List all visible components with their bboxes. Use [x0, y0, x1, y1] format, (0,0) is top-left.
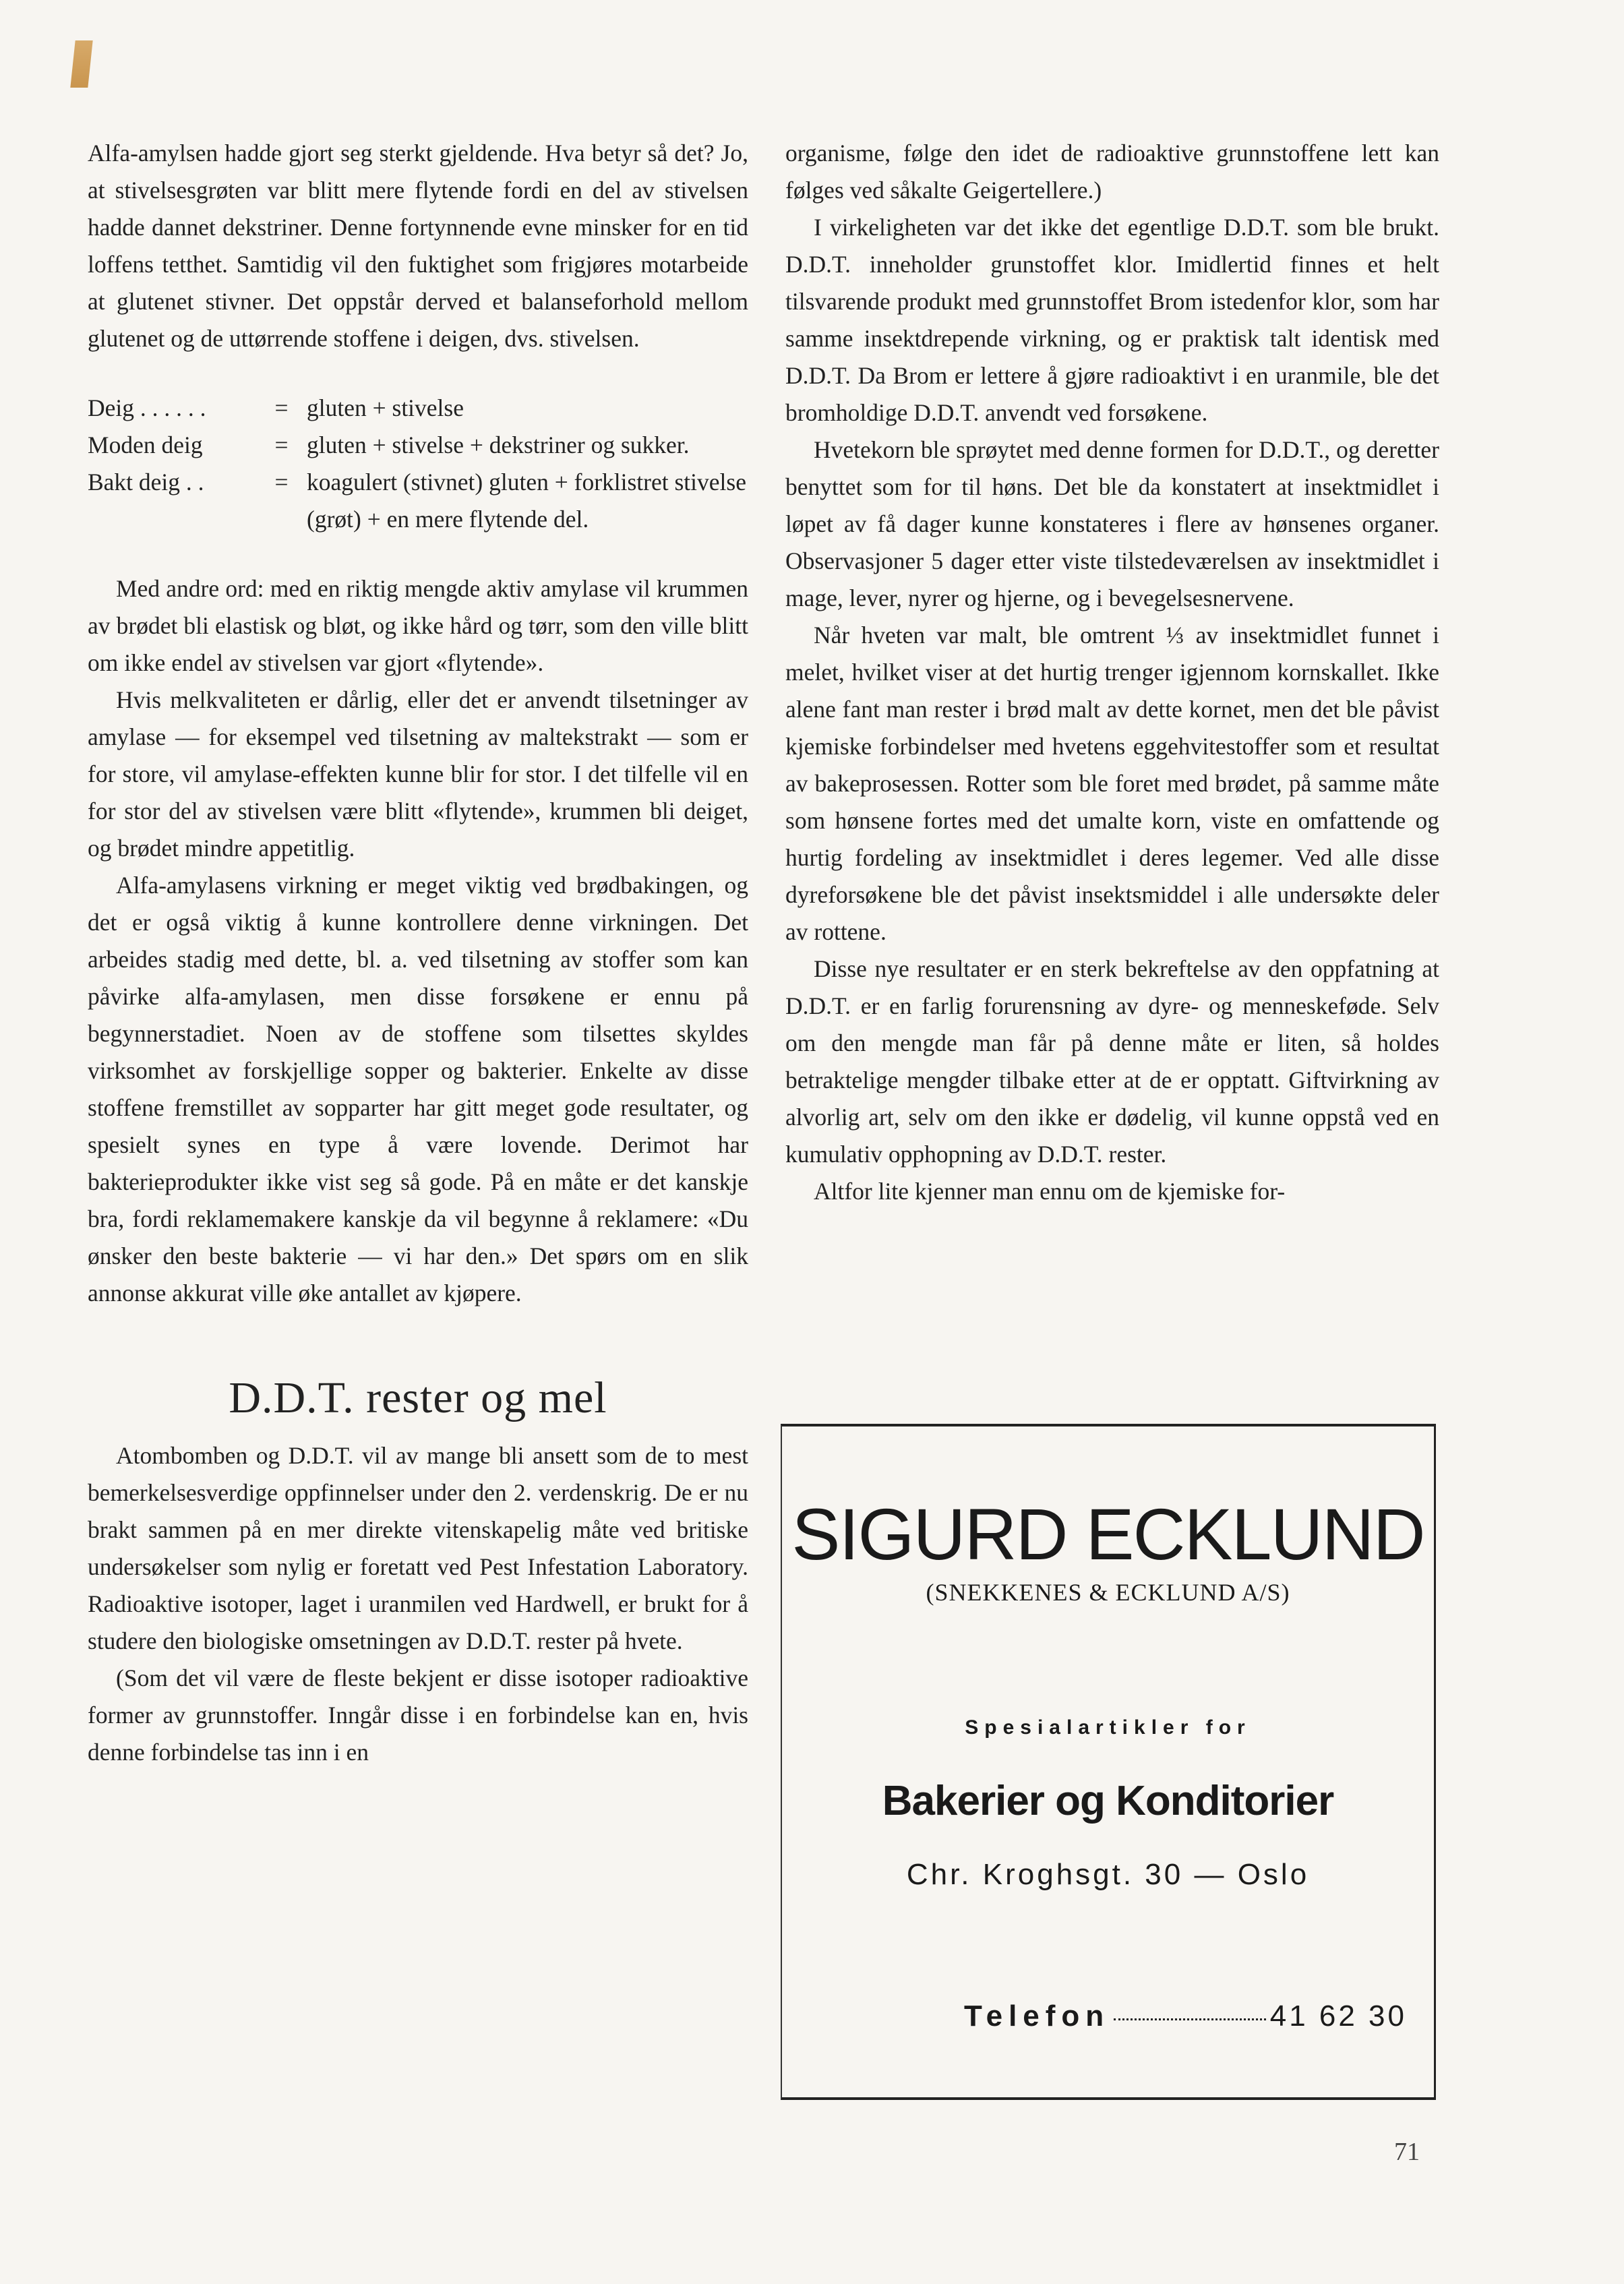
ad-phone-label: Telefon: [964, 2000, 1110, 2033]
ad-phone-line: [964, 2000, 1407, 2033]
formula-equals: =: [274, 469, 289, 495]
ad-tagline: Spesialartikler for: [965, 1716, 1251, 1739]
formula-term: Deig . . . . . .: [88, 394, 206, 421]
right-column: [785, 135, 1439, 1210]
dough-formula: [88, 390, 748, 538]
paragraph: Når hveten var malt, ble omtrent ⅓ av insektmidlet funnet i melet, hvilket viser at det hurtig trenger igjennom kornskallet. Ikke alene fant man rester i brød malt av dette kornet, men det ble påvist kjemiske forbindelser med hvetens eggehvitestoffer som et resultat av bakeprosessen. Rotter som ble foret med brødet, på samme måte som hønsene fortes med det umalte korn, viste en omfattende og hurtig fordeling av insektmidlet i deres legemer. Ved alle disse dyreforsøkene ble det påvist insektsmiddel i alle undersøkte deler av rottene.: [785, 622, 1439, 945]
paragraph: Hvis melkvaliteten er dårlig, eller det er anvendt tilsetninger av amylase — for eksempel ved tilsetning av maltekstrakt — som er for store, vil amylase-effekten kunne blir for stor. I det tilfelle vil en for stor del av stivelsen være blitt «flytende», krummen bli deiget, og brødet mindre appetitlig.: [88, 686, 748, 862]
paragraph: organisme, følge den idet de radioaktive grunnstoffene lett kan følges ved såkalte Geigertellere.): [785, 140, 1439, 204]
formula-definition: gluten + stivelse + dekstriner og sukker.: [307, 431, 690, 458]
left-column: [88, 135, 748, 1771]
formula-definition: koagulert (stivnet) gluten + forklistret stivelse (grøt) + en mere flytende del.: [307, 469, 746, 533]
formula-term: Bakt deig . .: [88, 469, 204, 495]
paragraph: (Som det vil være de fleste bekjent er disse isotoper radioaktive former av grunnstoffer. Inngår disse i en forbindelse kan en, hvis denne forbindelse tas inn i en: [88, 1664, 748, 1766]
paragraph: Hvetekorn ble sprøytet med denne formen for D.D.T., og deretter benyttet som for til høns. Det ble da konstatert at insektmidlet i løpet av få dager kunne konstateres i flere av hønsenes organer. Observasjoner 5 dager etter viste tilstedeværelsen av insektmidlet i mage, lever, nyrer og hjerne, og i bevegelsesnervene.: [785, 436, 1439, 611]
paragraph: Alfa-amylsen hadde gjort seg sterkt gjeldende. Hva betyr så det? Jo, at stivelsesgrøten var blitt mere flytende fordi en del av stivelsen hadde dannet dekstriner. Denne fortynnende evne minsker for en tid loffens tetthet. Samtidig vil den fuktighet som frigjøres motarbeide at glutenet stivner. Det oppstår derved et balanseforhold mellom glutenet og de uttørrende stoffene i deigen, dvs. stivelsen.: [88, 140, 748, 352]
formula-row: [88, 464, 748, 538]
paragraph: Altfor lite kjenner man ennu om de kjemiske for-: [814, 1178, 1286, 1205]
paragraph: Alfa-amylasens virkning er meget viktig ved brødbakingen, og det er også viktig å kunne kontrollere denne virkningen. Det arbeides stadig med dette, bl. a. ved tilsetning av stoffer som kan påvirke alfa-amylasen, men disse forsøkene er ennu på begynnerstadiet. Noen av de stoffene som tilsettes skyldes virksomhet av forskjellige sopper og bakterier. Enkelte av disse stoffene fremstillet av sopparter har gitt meget gode resultater, og spesielt synes en type å være lovende. Derimot har bakterieprodukter ikke vist seg så gode. På en måte er det kanskje bra, fordi reklamemakere kanskje da vil begynne å reklamere: «Du ønsker den beste bakterie — vi har den.» Det spørs om en slik annonse akkurat ville øke antallet av kjøpere.: [88, 872, 748, 1306]
ad-trade-line: Bakerier og Konditorier: [882, 1778, 1334, 1824]
page-number: 71: [1394, 2138, 1420, 2166]
formula-row: [88, 390, 748, 427]
ad-company-name: (SNEKKENES & ECKLUND A/S): [926, 1579, 1290, 1606]
leader-dots: [1114, 2018, 1266, 2020]
ad-brand-name: SIGURD ECKLUND: [791, 1493, 1424, 1575]
ad-phone-number: 41 62 30: [1269, 2000, 1407, 2033]
paragraph: Atombomben og D.D.T. vil av mange bli ansett som de to mest bemerkelsesverdige oppfinnelser under den 2. verdenskrig. De er nu brakt sammen på en mer direkte vitenskapelig måte ved britiske undersøkelser som nylig er foretatt ved Pest Infestation Laboratory. Radioaktive isotoper, laget i uranmilen ved Hardwell, er brukt for å studere den biologiske omsetningen av D.D.T. rester på hvete.: [88, 1442, 748, 1654]
formula-equals: =: [274, 431, 289, 458]
paragraph: Med andre ord: med en riktig mengde aktiv amylase vil krummen av brødet bli elastisk og bløt, og ikke hård og tørr, som den ville blitt om ikke endel av stivelsen var gjort «flytende».: [88, 575, 748, 676]
ad-address: Chr. Kroghsgt. 30 — Oslo: [906, 1858, 1310, 1891]
advertisement-box: [781, 1424, 1436, 2100]
section-heading: D.D.T. rester og mel: [229, 1373, 607, 1422]
paragraph: Disse nye resultater er en sterk bekreftelse av den oppfatning at D.D.T. er en farlig forurensning av dyre- og menneskeføde. Selv om den mengde man får på denne måte er liten, så holdes betraktelige mengder tilbake etter at de er opptatt. Giftvirkning av alvorlig art, selv om den ikke er dødelig, vil kunne oppstå ved en kumulativ opphopning av D.D.T. rester.: [785, 955, 1439, 1168]
formula-term: Moden deig: [88, 431, 203, 458]
paragraph: I virkeligheten var det ikke det egentlige D.D.T. som ble brukt. D.D.T. inneholder grunstoffet klor. Imidlertid finnes et helt tilsvarende produkt med grunnstoffet Brom istedenfor klor, som har samme insektdrepende virkning, og er praktisk talt identisk med D.D.T. Da Brom er lettere å gjøre radioaktivt i en uranmile, ble det bromholdige D.D.T. anvendt ved forsøkene.: [785, 214, 1439, 426]
formula-row: [88, 427, 748, 464]
formula-definition: gluten + stivelse: [307, 394, 464, 421]
formula-equals: =: [274, 394, 289, 421]
corner-color-mark: [70, 40, 92, 88]
